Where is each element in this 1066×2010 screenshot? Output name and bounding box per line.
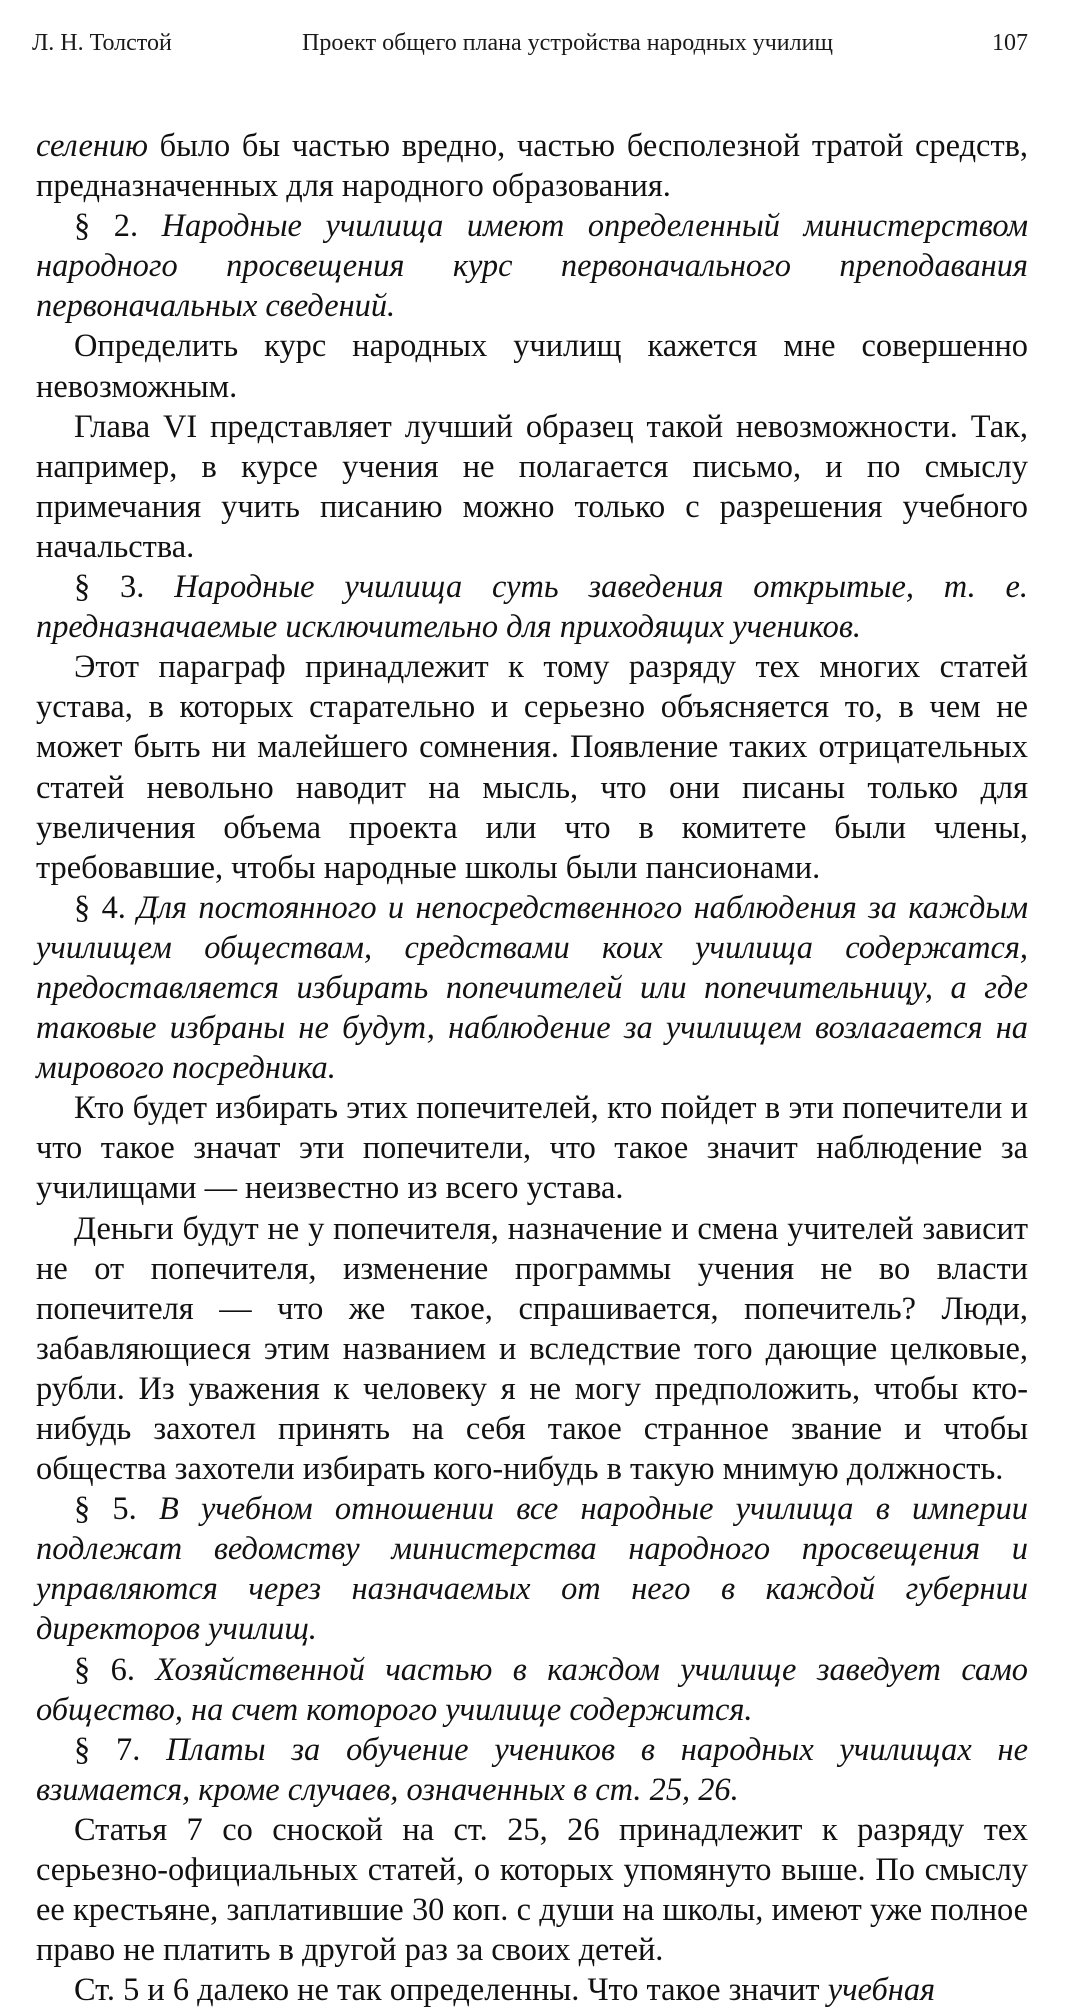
paragraph: Деньги будут не у попечителя, назначение и смена учителей зависит не от попечителя, изменение программы учения не во власти попечителя — что же такое, спрашивается, попечитель? Люди, забавляющиеся этим названием и вследствие того дающие целковые, рубли. Из уважения к человеку я не могу предположить, чтобы кто-нибудь захотел принять на себя такое странное звание и чтобы общества захотели избирать кого-нибудь в такую мнимую должность. bbox=[36, 1210, 1028, 1488]
page-body bbox=[36, 126, 1028, 2010]
paragraph-continuation: селению было бы частью вредно, частью бесполезной тратой средств, предназначенных для народного образования. bbox=[36, 128, 1028, 205]
paragraph: Этот параграф принадлежит к тому разряду тех многих статей устава, в которых старательно и серьезно объясняется то, в чем не может быть ни малейшего сомнения. Появление таких отрицательных статей невольно наводит на мысль, что они писаны только для увеличения объема проекта или что в комитете были члены, требовавшие, чтобы народные школы были пансионами. bbox=[36, 649, 1028, 886]
section-text: Для постоянного и непосредственного наблюдения за каждым училищем обществам, средствами коих училища содержатся, предоставляется избирать попечителей или попечительницу, а где таковые избраны не будут, наблюдение за училищем возлагается на мирового посредника. bbox=[36, 889, 1028, 1087]
section-mark: § 5. bbox=[74, 1491, 159, 1528]
section-text: Народные училища суть заведения открытые, т. е. предназначаемые исключительно для приходящих учеников. bbox=[36, 569, 1028, 646]
header-title: Проект общего плана устройства народных училищ bbox=[302, 30, 833, 56]
section-6 bbox=[36, 1650, 1028, 1730]
section-2 bbox=[36, 206, 1028, 326]
section-mark: § 3. bbox=[74, 569, 175, 606]
section-mark: § 2. bbox=[74, 208, 162, 245]
section-4 bbox=[36, 888, 1028, 1088]
paragraph: Глава VI представляет лучший образец такой невозможности. Так, например, в курсе учения не полагается письмо, и по смыслу примечания учить писанию можно только с разрешения учебного начальства. bbox=[36, 408, 1028, 565]
paragraph-last: Ст. 5 и 6 далеко не так определенны. Что такое значит учебная bbox=[74, 1972, 936, 2009]
section-text: Платы за обучение учеников в народных училищах не взимается, кроме случаев, означенных в ст. 25, 26. bbox=[36, 1731, 1029, 1808]
section-text: Народные училища имеют определенный министерством народного просвещения курс первоначального преподавания первоначальных сведений. bbox=[36, 208, 1029, 325]
section-text: В учебном отношении все народные училища в империи подлежат ведомству министерства народного просвещения и управляются через назначаемых от него в каждой губернии директоров училищ. bbox=[36, 1491, 1028, 1648]
italic-word: учебная bbox=[827, 1972, 936, 2009]
section-mark: § 6. bbox=[74, 1651, 156, 1688]
section-text: Хозяйственной частью в каждом училище заведует само общество, на счет которого училище содержится. bbox=[36, 1651, 1028, 1728]
section-mark: § 7. bbox=[74, 1731, 167, 1768]
page-number: 107 bbox=[992, 30, 1028, 56]
section-3 bbox=[36, 567, 1028, 647]
paragraph: Статья 7 со сноской на ст. 25, 26 принадлежит к разряду тех серьезно-официальных статей, о которых упомянуто выше. По смыслу ее крестьяне, заплатившие 30 коп. с души на школы, имеют уже полное право не платить в другой раз за своих детей. bbox=[36, 1811, 1028, 1969]
italic-word: селению bbox=[36, 128, 148, 164]
section-5 bbox=[36, 1489, 1028, 1649]
paragraph: Кто будет избирать этих попечителей, кто пойдет в эти попечители и что такое значат эти попечители, что такое значит наблюдение за училищами — неизвестно из всего устава. bbox=[36, 1090, 1028, 1207]
section-7 bbox=[36, 1730, 1028, 1810]
paragraph: Определить курс народных училищ кажется мне совершенно невозможным. bbox=[36, 328, 1028, 405]
header-author: Л. Н. Толстой bbox=[32, 30, 172, 56]
section-mark: § 4. bbox=[74, 889, 138, 926]
